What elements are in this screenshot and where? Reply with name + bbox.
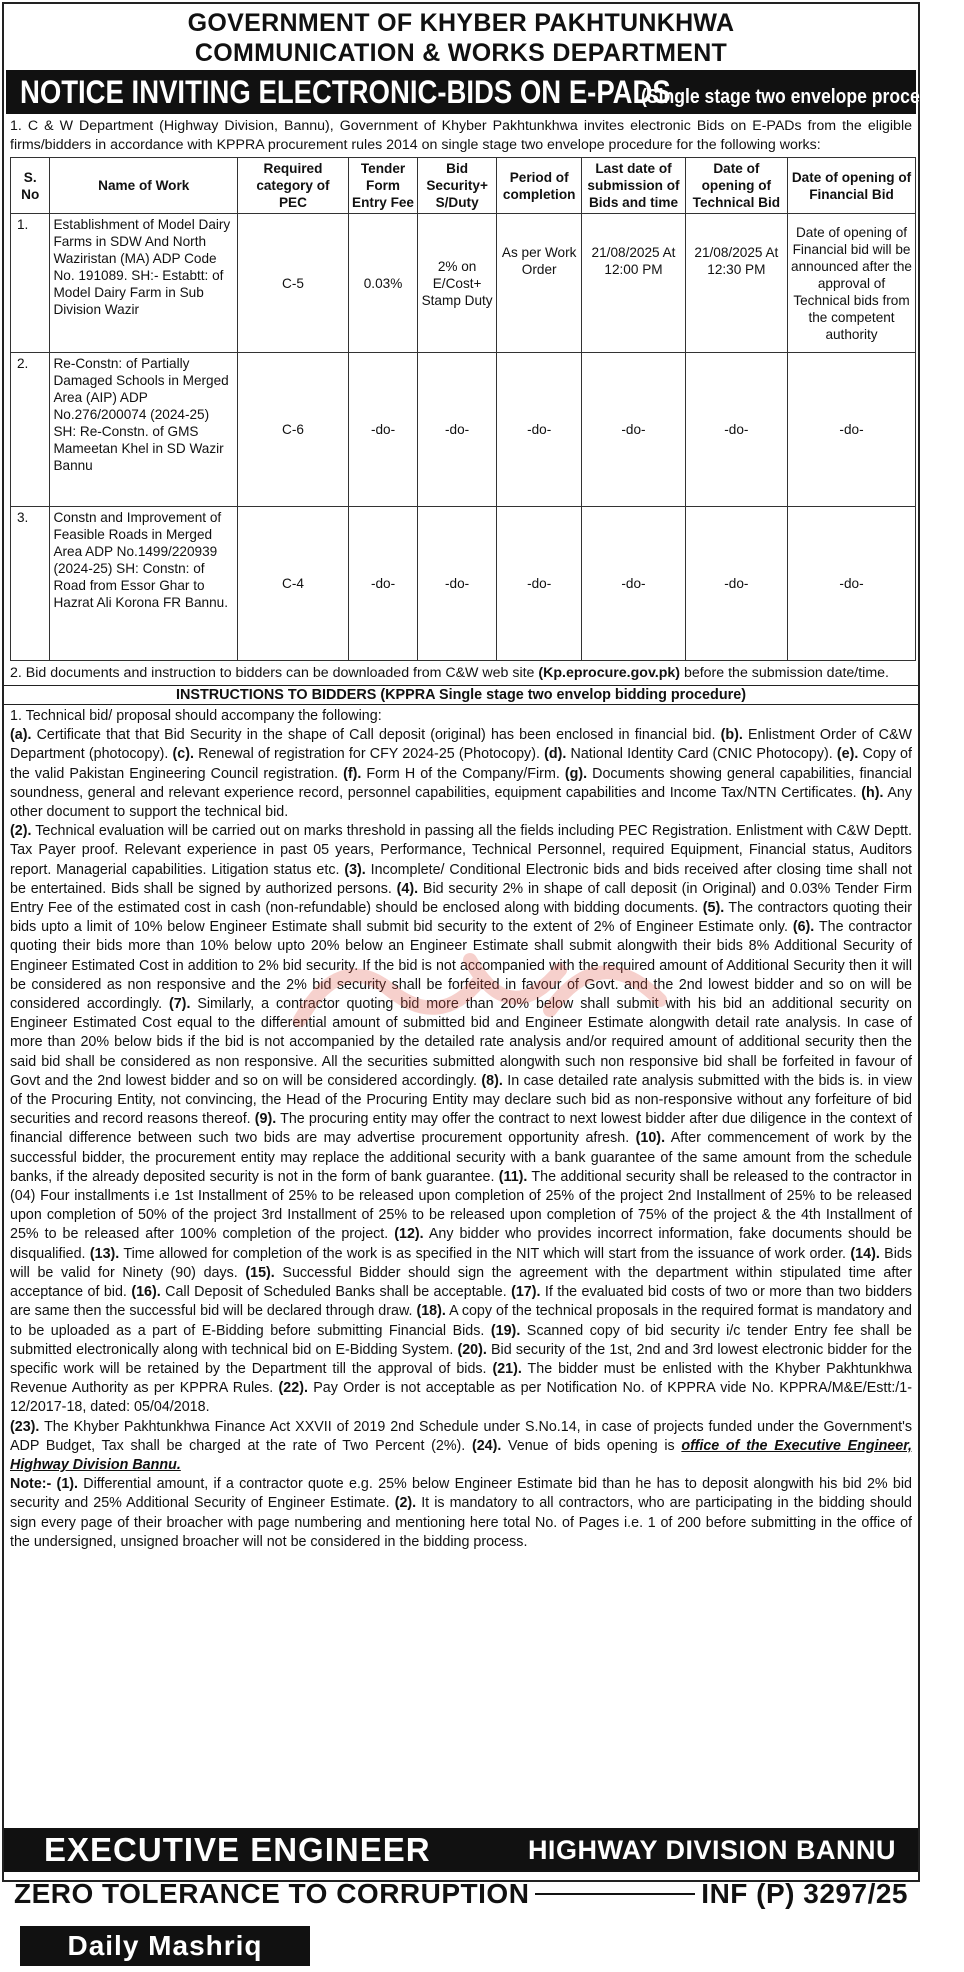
- cell-last-date: 21/08/2025 At 12:00 PM: [582, 214, 685, 353]
- clause-text: Copy of the valid Pakistan Engineering Council registration.: [10, 746, 912, 782]
- cell-security: 2% on E/Cost+ Stamp Duty: [418, 214, 497, 353]
- clause-number: (17).: [511, 1284, 541, 1301]
- cell-security: -do-: [418, 353, 497, 507]
- clause-number: (12).: [394, 1226, 424, 1243]
- instruction-paragraph: [10, 1475, 912, 1552]
- col-name-of-work: Name of Work: [50, 158, 238, 214]
- clause-number: (23).: [10, 1418, 40, 1435]
- clause-text: Renewal of registration for CFY 2024-25 (Photocopy).: [193, 746, 545, 763]
- cell-pec: C-6: [238, 353, 349, 507]
- clause-text: Differential amount, if a contractor quote e.g. 25% below Engineer Estimate bid than he has to deposit alongwith his bid 2% bid security and 25% Additional Security of Engineer Estimate.: [10, 1476, 912, 1512]
- clause-number: (18).: [416, 1303, 446, 1320]
- signature-banner: [4, 1828, 918, 1872]
- ad-frame: [2, 2, 964, 1882]
- clause-text: After commencement of work by the successful bidder, the procurement entity may replace the additional security with a bank guarantee of the same amount from the schedule banks, if the already deposited security is not in the form of bank guarantee.: [10, 1130, 913, 1185]
- cell-period: As per Work Order: [497, 214, 582, 353]
- instructions-body: [4, 707, 918, 1552]
- clause-text: Bid security of the 1st, 2nd and 3rd lowest electronic bidder for the specific work will be retained by the Department till the approval of bids.: [10, 1341, 912, 1377]
- inf-number: INF (P) 3297/25: [701, 1878, 908, 1909]
- clause-number: (11).: [498, 1168, 528, 1185]
- clause-text: The bidder must be enlisted with the Khyber Pakhtunkhwa Revenue Authority as per KPPRA Rules.: [10, 1360, 912, 1397]
- col-pec: Required category of PEC: [238, 158, 349, 214]
- instruction-paragraph: [10, 726, 912, 822]
- clause-text: In case detailed rate analysis submitted with the bids is. in view of the Procuring Entity, not convincing, the Head of the Procuring Entity may declare such bid as non-responsive without any forfeiture of bid securities and record reasons thereof.: [10, 1072, 912, 1128]
- clause-number: (7).: [168, 996, 191, 1013]
- cell-last-date: -do-: [582, 353, 685, 507]
- cell-fee: 0.03%: [348, 214, 417, 353]
- clause-text: A copy of the technical proposals in the required format is mandatory and to be uploaded as a part of E-Bidding before submitting Financial Bids.: [10, 1303, 912, 1339]
- clause-text: Scanned copy of bid security i/c tender Entry fee shall be submitted electronically along with technical bid on E-Bidding System.: [10, 1322, 913, 1358]
- cell-work: Constn and Improvement of Feasible Roads in Merged Area ADP No.1499/220939 (2024-25) SH: Constn: of Road from Essor Ghar to Hazrat Ali Korona FR Bannu.: [50, 507, 238, 661]
- clause-number: (3).: [344, 861, 366, 878]
- zero-tolerance: ZERO TOLERANCE TO CORRUPTION: [14, 1878, 530, 1909]
- department-title: COMMUNICATION & WORKS DEPARTMENT: [194, 39, 728, 67]
- instruction-paragraph: [10, 707, 912, 726]
- clause-text: The contractor quoting their bids more than 10% below upto 20% below an Engineer Estimate shall submit alongwith their bids 8% Additional Security of Engineer Estimated Cost in addition to 2% bid security. If the bid is not accompanied with the required amount of Additional Security then it will be considered as non responsive and the 2% bid security shall be forfeited in favour of Govt. and the 2nd lowest bidder and so on will be considered accordingly.: [10, 919, 912, 1013]
- instructions-title: INSTRUCTIONS TO BIDDERS (KPPRA Single stage two envelop bidding procedure): [4, 685, 918, 705]
- col-fin-opening: Date of opening of Financial Bid: [788, 158, 916, 214]
- clause-number: (10).: [635, 1130, 666, 1147]
- zero-tolerance-row: [4, 1874, 918, 1914]
- clause-text: Incomplete/ Conditional Electronic bids and bids received after closing time shall not be entertained. Bids shall be signed by authorized persons.: [10, 861, 912, 897]
- col-tech-opening: Date of opening of Technical Bid: [685, 158, 787, 214]
- col-sno: S. No: [11, 158, 50, 214]
- cell-period: -do-: [497, 353, 582, 507]
- cell-fin-opening: Date of opening of Financial bid will be announced after the approval of Technical bids from the competent authority: [788, 214, 916, 353]
- clause-text: National Identity Card (CNIC Photocopy).: [566, 746, 837, 763]
- clause-number: (20).: [457, 1341, 487, 1358]
- clause-text: Bids will be valid for Ninety (90) days.: [10, 1245, 912, 1281]
- intro-paragraph: 1. C & W Department (Highway Division, Bannu), Government of Khyber Pakhtunkhwa invites electronic Bids on E-PADs from the eligible firms/bidders in accordance with KPPRA procurement rules 2014 on single stage two envelope procedure for the following works:: [10, 118, 912, 153]
- clause-text: Time allowed for completion of the work is as specified in the NIT which will start from the issuance of work order.: [119, 1245, 851, 1262]
- clause-number: (13).: [89, 1245, 120, 1262]
- clause-number: (9).: [254, 1111, 277, 1128]
- col-bid-security: Bid Security+ S/Duty: [418, 158, 497, 214]
- clause-number: (8).: [481, 1072, 503, 1089]
- clause-text: Similarly, a contractor quoting bid more than 20% below shall submit with his bid an additional security on Engineer Estimated Cost equal to the differential amount of submitted bid and Engineer Estimate alongwith detail rate analysis. In case of more than 20% below bids if the bid is not accompanied by the detailed rate analysis and/or required amount of additional security then the said bid shall be considered as non responsive. All the securities submitted alongwith such non responsive bid shall be forfeited in favour of Govt and the 2nd lowest bidder and so on will be considered accordingly.: [10, 996, 912, 1089]
- divider-line: [535, 1893, 695, 1895]
- clause-text: Any bidder who provides incorrect information, fake documents should be disqualified.: [10, 1226, 912, 1262]
- clause-text: Technical evaluation will be carried out on marks threshold in passing all the fields including PEC Registration. Enlistment with C&W Deptt. Tax Payer proof. Relevant experience in past 05 years, Performance, Technical Personnel, required Equipment, Financial status, Auditors report. Managerial capabilities. Litigation status etc.: [10, 823, 912, 878]
- clause-text: Pay Order is not acceptable as per Notification No. of KPPRA vide No. KPPRA/M&E/Estt:/1-12/2017-18, dated: 05/04/2018.: [10, 1380, 912, 1416]
- gov-title: GOVERNMENT OF KHYBER PAKHTUNKHWA: [187, 9, 735, 37]
- table-row: [11, 214, 916, 353]
- clause-number: (a).: [10, 727, 32, 744]
- clause-number: (15).: [245, 1264, 275, 1281]
- cell-fin-opening: -do-: [788, 353, 916, 507]
- cell-last-date: -do-: [582, 507, 685, 661]
- newspaper-name: Daily Mashriq: [20, 1926, 310, 1966]
- notice-title: NOTICE INVITING ELECTRONIC-BIDS ON E-PADS: [20, 74, 672, 110]
- cell-tech-opening: -do-: [685, 507, 787, 661]
- highway-division: HIGHWAY DIVISION BANNU: [527, 1834, 896, 1865]
- clause-text: Certificate that that Bid Security in the shape of Call deposit (original) has been enclosed in financial bid.: [31, 727, 721, 744]
- cell-work: Re-Constn: of Partially Damaged Schools in Merged Area (AIP) ADP No.276/200074 (2024-25) SH: Re-Constn. of GMS Mameetan Khel in SD Wazir Bannu: [50, 353, 238, 507]
- notice-procedure: (Single stage two envelope procedure): [641, 86, 964, 108]
- download-tail: before the submission date/time.: [680, 665, 889, 681]
- table-header-row: [11, 158, 916, 214]
- cell-period: -do-: [497, 507, 582, 661]
- clause-number: (5).: [702, 900, 725, 917]
- clause-number: (e).: [836, 746, 859, 763]
- download-paragraph: [4, 664, 918, 683]
- clause-text: Call Deposit of Scheduled Banks shall be acceptable.: [160, 1284, 512, 1301]
- cell-tech-opening: -do-: [685, 353, 787, 507]
- cell-fin-opening: -do-: [788, 507, 916, 661]
- cell-fee: -do-: [348, 353, 417, 507]
- clause-text: The Khyber Pakhtunkhwa Finance Act XXVII of 2019 2nd Schedule under S.No.14, in case of projects funded under the Government's ADP Budget, Tax shall be charged at the rate of Two Percent (2%).: [10, 1418, 912, 1454]
- clause-number: (14).: [850, 1245, 880, 1262]
- clause-number: Note:- (1).: [10, 1476, 78, 1493]
- table-row: [11, 353, 916, 507]
- clause-text: The additional security shall be released to the contractor in (04) Four installments i.e 1st Installment of 25% to be released upon completion of 25% of the project 2nd Installment of 25% to be released upon completion of 50% of the project 3rd Installment of 25% to be released upon completion of 75% of the project & the 4th Installment of 25% to be released after 100% completion of the project.: [10, 1168, 912, 1243]
- clause-text: Venue of bids opening is: [501, 1437, 682, 1454]
- clause-number: (b).: [720, 727, 743, 744]
- clause-number: (21).: [492, 1360, 522, 1377]
- cell-security: -do-: [418, 507, 497, 661]
- table-row: [11, 507, 916, 661]
- clause-text: Enlistment Order of C&W Department (photocopy).: [10, 727, 912, 763]
- clause-text: Successful Bidder should sign the agreement with the department within stipulated time after acceptance of bid.: [10, 1264, 912, 1301]
- cell-pec: C-5: [238, 214, 349, 353]
- clause-number: (22).: [278, 1380, 308, 1397]
- cell-sno: 2.: [11, 353, 50, 507]
- clause-text: 1. Technical bid/ proposal should accompany the following:: [10, 708, 382, 724]
- clause-number: (2).: [10, 823, 32, 840]
- cell-fee: -do-: [348, 507, 417, 661]
- clause-text: The contractors quoting their bids upto a limit of 10% below Engineer Estimate shall submit bid security to the extent of 2% of Engineer Estimate only.: [10, 900, 912, 936]
- clause-number: (19).: [490, 1322, 521, 1339]
- clause-text: It is mandatory to all contractors, who are participating in the bidding should sign every page of their broacher with page numbering and mentioning here total No. of Pages i.e. 1 of 200 before submitting in the office of the undersigned, unsigned broacher will not be considered in the bidding process.: [10, 1495, 912, 1550]
- cell-tech-opening: 21/08/2025 At 12:30 PM: [685, 214, 787, 353]
- clause-text: Documents showing general capabilities, financial soundness, general and relevant experience record, personnel capabilities, equipment capabilities and Income Tax/NTN Certificates.: [10, 765, 912, 801]
- cell-work: Establishment of Model Dairy Farms in SDW And North Waziristan (MA) ADP Code No. 191089. SH:- Estabtt: of Model Dairy Farm in Sub Division Wazir: [50, 214, 238, 353]
- col-period: Period of completion: [497, 158, 582, 214]
- clause-number: (c).: [172, 746, 194, 763]
- clause-number: (f).: [343, 765, 362, 782]
- executive-engineer: EXECUTIVE ENGINEER: [44, 1831, 431, 1868]
- notice-banner: [6, 70, 964, 114]
- clause-number: (6).: [792, 919, 815, 936]
- clause-number: (24).: [471, 1437, 502, 1454]
- cell-sno: 3.: [11, 507, 50, 661]
- clause-number: (g).: [564, 765, 588, 782]
- eprocure-site: (Kp.eprocure.gov.pk): [538, 665, 680, 681]
- clause-number: (16).: [131, 1284, 161, 1301]
- instruction-paragraph: [10, 1418, 912, 1476]
- venue-text: office of the Executive Engineer, Highway Division Bannu.: [10, 1437, 912, 1473]
- clause-text: Form H of the Company/Firm.: [361, 765, 565, 782]
- download-text: 2. Bid documents and instruction to bidders can be downloaded from C&W web site: [10, 665, 539, 681]
- clause-number: (4).: [396, 880, 419, 897]
- clause-number: (d).: [544, 746, 567, 763]
- cell-sno: 1.: [11, 214, 50, 353]
- clause-number: (2).: [394, 1495, 417, 1512]
- col-entry-fee: Tender Form Entry Fee: [348, 158, 417, 214]
- instruction-paragraph: [10, 822, 912, 1417]
- clause-text: Bid security 2% in shape of call deposit (in Original) and 0.03% Tender Firm Entry Fee of the estimated cost in cash (non-refundable) should be enclosed along with bidding documents.: [10, 880, 912, 917]
- clause-number: (h).: [861, 784, 884, 801]
- clause-text: The procuring entity may offer the contract to next lowest bidder after due diligence in the context of financial difference between such two bids are may advertise procurement opportunity afresh.: [10, 1111, 913, 1147]
- cell-pec: C-4: [238, 507, 349, 661]
- clause-text: If the evaluated bid costs of two or more than two bidders are same then the successful bid will be declared through draw.: [10, 1284, 912, 1320]
- col-last-date: Last date of submission of Bids and time: [582, 158, 685, 214]
- works-table: [10, 157, 916, 661]
- clause-text: Any other document to support the technical bid.: [10, 784, 912, 821]
